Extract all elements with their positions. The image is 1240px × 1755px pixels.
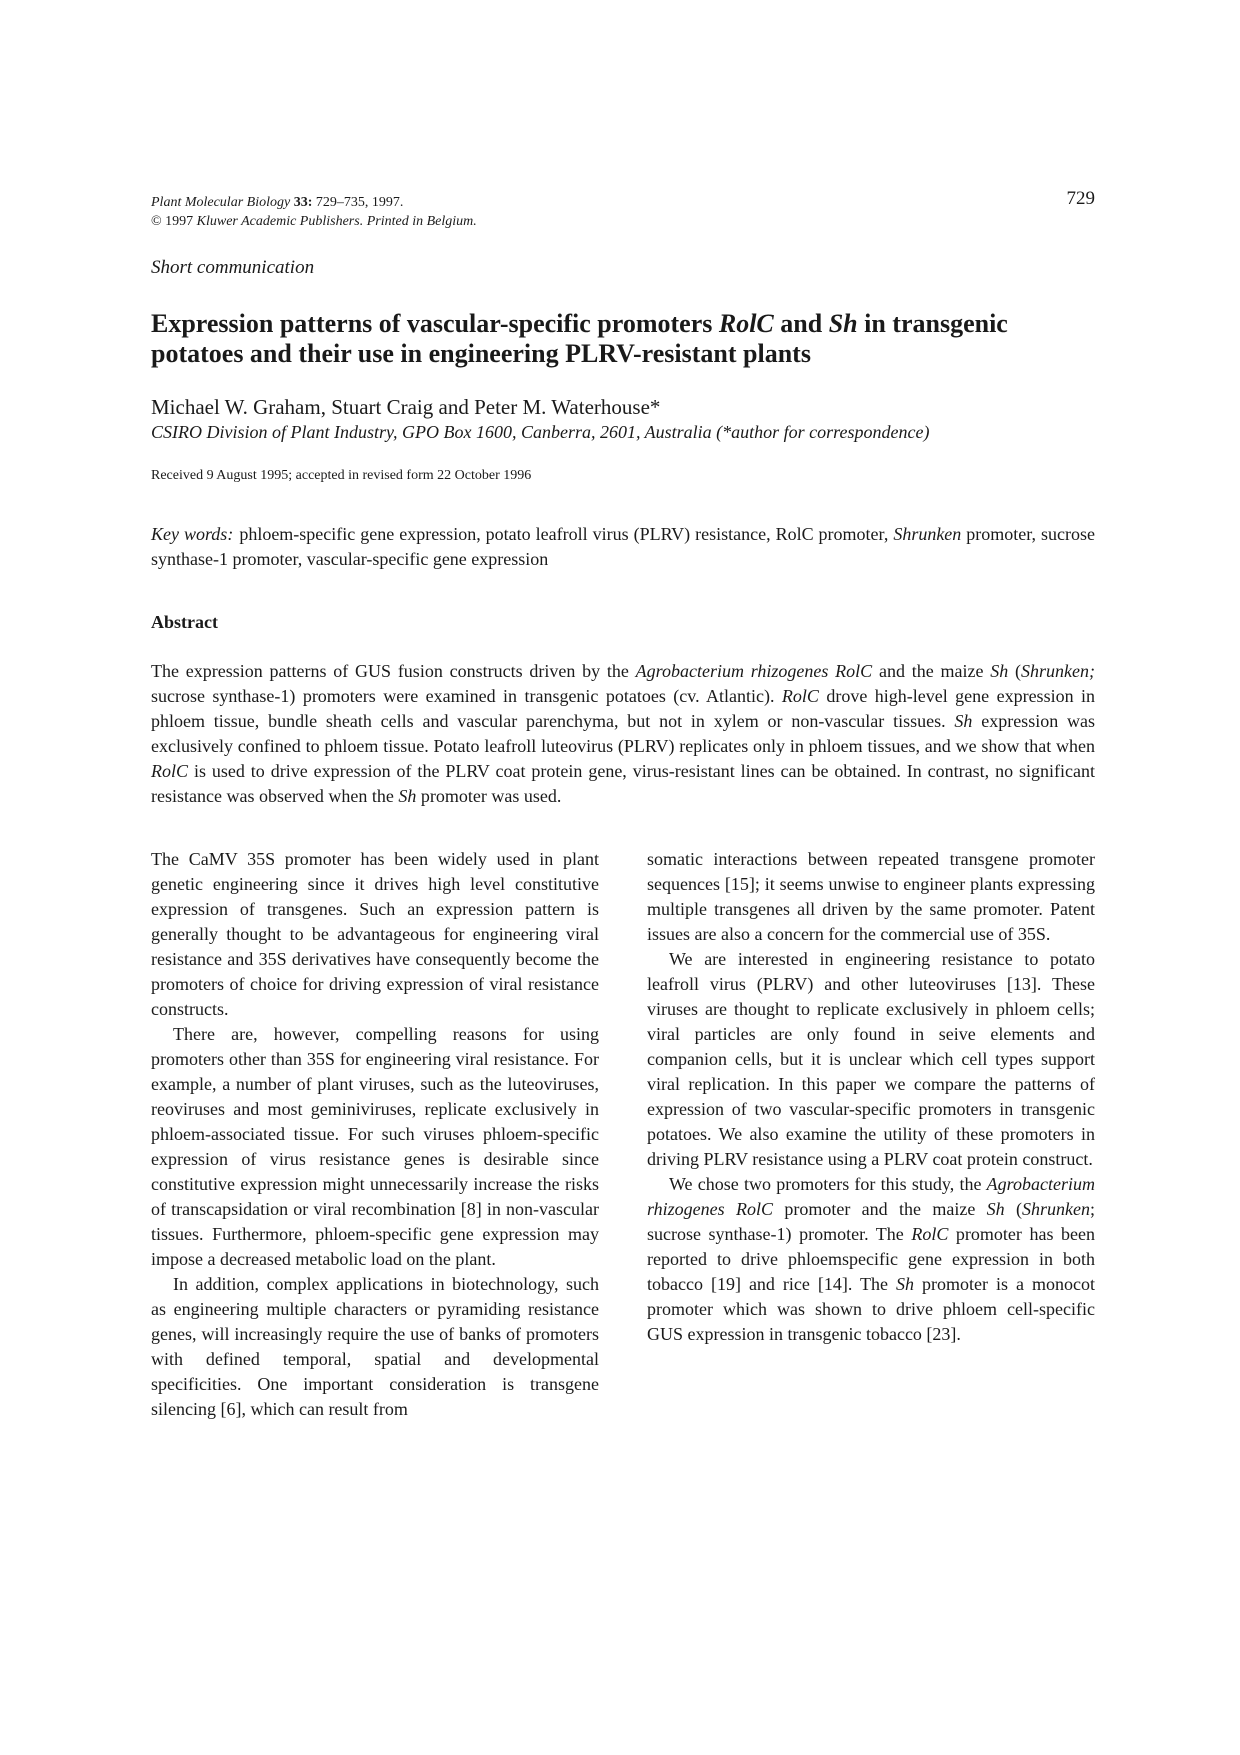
abstract-text: promoter was used. <box>416 786 562 806</box>
abstract-heading: Abstract <box>151 612 218 632</box>
authors: Michael W. Graham, Stuart Craig and Peter M. Waterhouse* <box>151 395 661 419</box>
abstract-text: expression was exclusively confined to phloem tissue. Potato leafroll luteovirus (PLRV) replicates only in phloem tissues, and we show that when <box>151 711 1095 756</box>
body-paragraph: There are, however, compelling reasons for using promoters other than 35S for engineering viral resistance. For example, a number of plant viruses, such as the luteoviruses, reoviruses and most geminiviruses, replicate exclusively in phloem-associated tissue. For such viruses phloem-specific expression of virus resistance genes is desirable since constitutive expression might unnecessarily increase the risks of transcapsidation or viral recombination [8] in non-vascular tissues. Furthermore, phloem-specific gene expression may impose a decreased metabolic load on the plant. <box>151 1024 599 1269</box>
body-italic: Shrunken <box>1022 1199 1090 1219</box>
title-text: and <box>773 309 829 338</box>
abstract-text: sucrose synthase-1) promoters were examined in transgenic potatoes (cv. Atlantic). <box>151 686 782 706</box>
abstract-body <box>151 659 1095 809</box>
body-paragraph: The CaMV 35S promoter has been widely used in plant genetic engineering since it drives high level constitutive expression of transgenes. Such an expression pattern is generally thought to be advantageous for engineering viral resistance and 35S derivatives have consequently become the promoters of choice for driving expression of viral resistance constructs. <box>151 849 599 1019</box>
running-head <box>151 188 1095 212</box>
copyright-line <box>151 212 1095 231</box>
received-dates: Received 9 August 1995; accepted in revised form 22 October 1996 <box>151 468 532 483</box>
body-italic: Sh <box>896 1274 915 1294</box>
left-column <box>151 847 599 1422</box>
page <box>151 188 1096 1422</box>
abstract-text: and the maize <box>872 661 991 681</box>
page-number: 729 <box>1066 188 1095 209</box>
copyright-icon: © <box>151 214 162 229</box>
abstract-italic: Sh <box>398 786 417 806</box>
body-paragraph: We are interested in engineering resistance to potato leafroll virus (PLRV) and other luteoviruses [13]. These viruses are thought to replicate exclusively in phloem cells; viral particles are only found in seive elements and companion cells, but it is unclear which cell types support viral replication. In this paper we compare the patterns of expression of two vascular-specific promoters in transgenic potatoes. We also examine the utility of these promoters in driving PLRV resistance using a PLRV coat protein construct. <box>647 949 1095 1169</box>
abstract-italic: RolC <box>151 761 189 781</box>
keywords <box>151 522 1095 572</box>
abstract-italic: Sh <box>990 661 1009 681</box>
journal-pages-year: 729–735, 1997. <box>312 195 404 210</box>
body-text: promoter is a monocot promoter which was shown to drive phloem cell-specific GUS expression in transgenic tobacco [23]. <box>647 1274 1095 1344</box>
keywords-label: Key words: <box>151 524 234 544</box>
abstract-text: drove high-level gene expression in phloem tissue, bundle sheath cells and vascular parenchyma, but not in xylem or non-vascular tissues. <box>151 686 1096 731</box>
journal-volume: 33: <box>293 195 313 210</box>
title-italic: Sh <box>828 309 858 338</box>
body-italic: Sh <box>986 1199 1005 1219</box>
body-italic: Agrobacterium rhizogenes RolC <box>647 1174 1095 1219</box>
abstract-italic: Sh <box>954 711 973 731</box>
body-paragraph <box>647 1172 1095 1347</box>
abstract-text: is used to drive expression of the PLRV coat protein gene, virus-resistant lines can be obtained. In contrast, no significant resistance was observed when the <box>151 761 1095 806</box>
abstract-italic: Agrobacterium rhizogenes RolC <box>635 661 873 681</box>
body-italic: RolC <box>911 1224 949 1244</box>
keywords-text: promoter, sucrose synthase-1 promoter, vascular-specific gene expression <box>151 524 1096 569</box>
body-columns <box>151 847 1095 1422</box>
abstract-text: ( <box>1008 661 1022 681</box>
body-text: promoter and the maize <box>773 1199 987 1219</box>
title-italic: RolC <box>718 309 774 338</box>
abstract-italic: RolC <box>781 686 819 706</box>
abstract-text: The expression patterns of GUS fusion constructs driven by the <box>151 661 636 681</box>
body-paragraph: In addition, complex applications in biotechnology, such as engineering multiple characters or pyramiding resistance genes, will increasingly require the use of banks of promoters with defined temporal, spatial and developmental specificities. One important consideration is transgene silencing [6], which can result from <box>151 1274 599 1419</box>
copyright-year: 1997 <box>161 214 197 229</box>
abstract-italic: Shrunken; <box>1021 661 1095 681</box>
body-text: ( <box>1004 1199 1022 1219</box>
body-paragraph: somatic interactions between repeated transgene promoter sequences [15]; it seems unwise to engineer plants expressing multiple transgenes all driven by the same promoter. Patent issues are also a concern for the commercial use of 35S. <box>647 849 1095 944</box>
affiliation: CSIRO Division of Plant Industry, GPO Box 1600, Canberra, 2601, Australia (*author for correspondence) <box>151 422 930 442</box>
article-type: Short communication <box>151 257 315 278</box>
title-text: Expression patterns of vascular-specific promoters <box>151 309 719 338</box>
keywords-text: phloem-specific gene expression, potato leafroll virus (PLRV) resistance, RolC promoter, <box>239 524 894 544</box>
keywords-italic: Shrunken <box>893 524 962 544</box>
right-column <box>647 847 1095 1422</box>
journal-name: Plant Molecular Biology <box>151 195 291 210</box>
body-text: We chose two promoters for this study, the <box>669 1174 987 1194</box>
body-text: promoter has been reported to drive phloemspecific gene expression in both tobacco [19] and rice [14]. The <box>647 1224 1096 1294</box>
publisher: Kluwer Academic Publishers. Printed in Belgium. <box>196 214 477 229</box>
article-title <box>151 309 1095 369</box>
body-text: ; sucrose synthase-1) promoter. The <box>647 1199 1095 1244</box>
title-text: in transgenic potatoes and their use in engineering PLRV-resistant plants <box>151 309 1008 368</box>
